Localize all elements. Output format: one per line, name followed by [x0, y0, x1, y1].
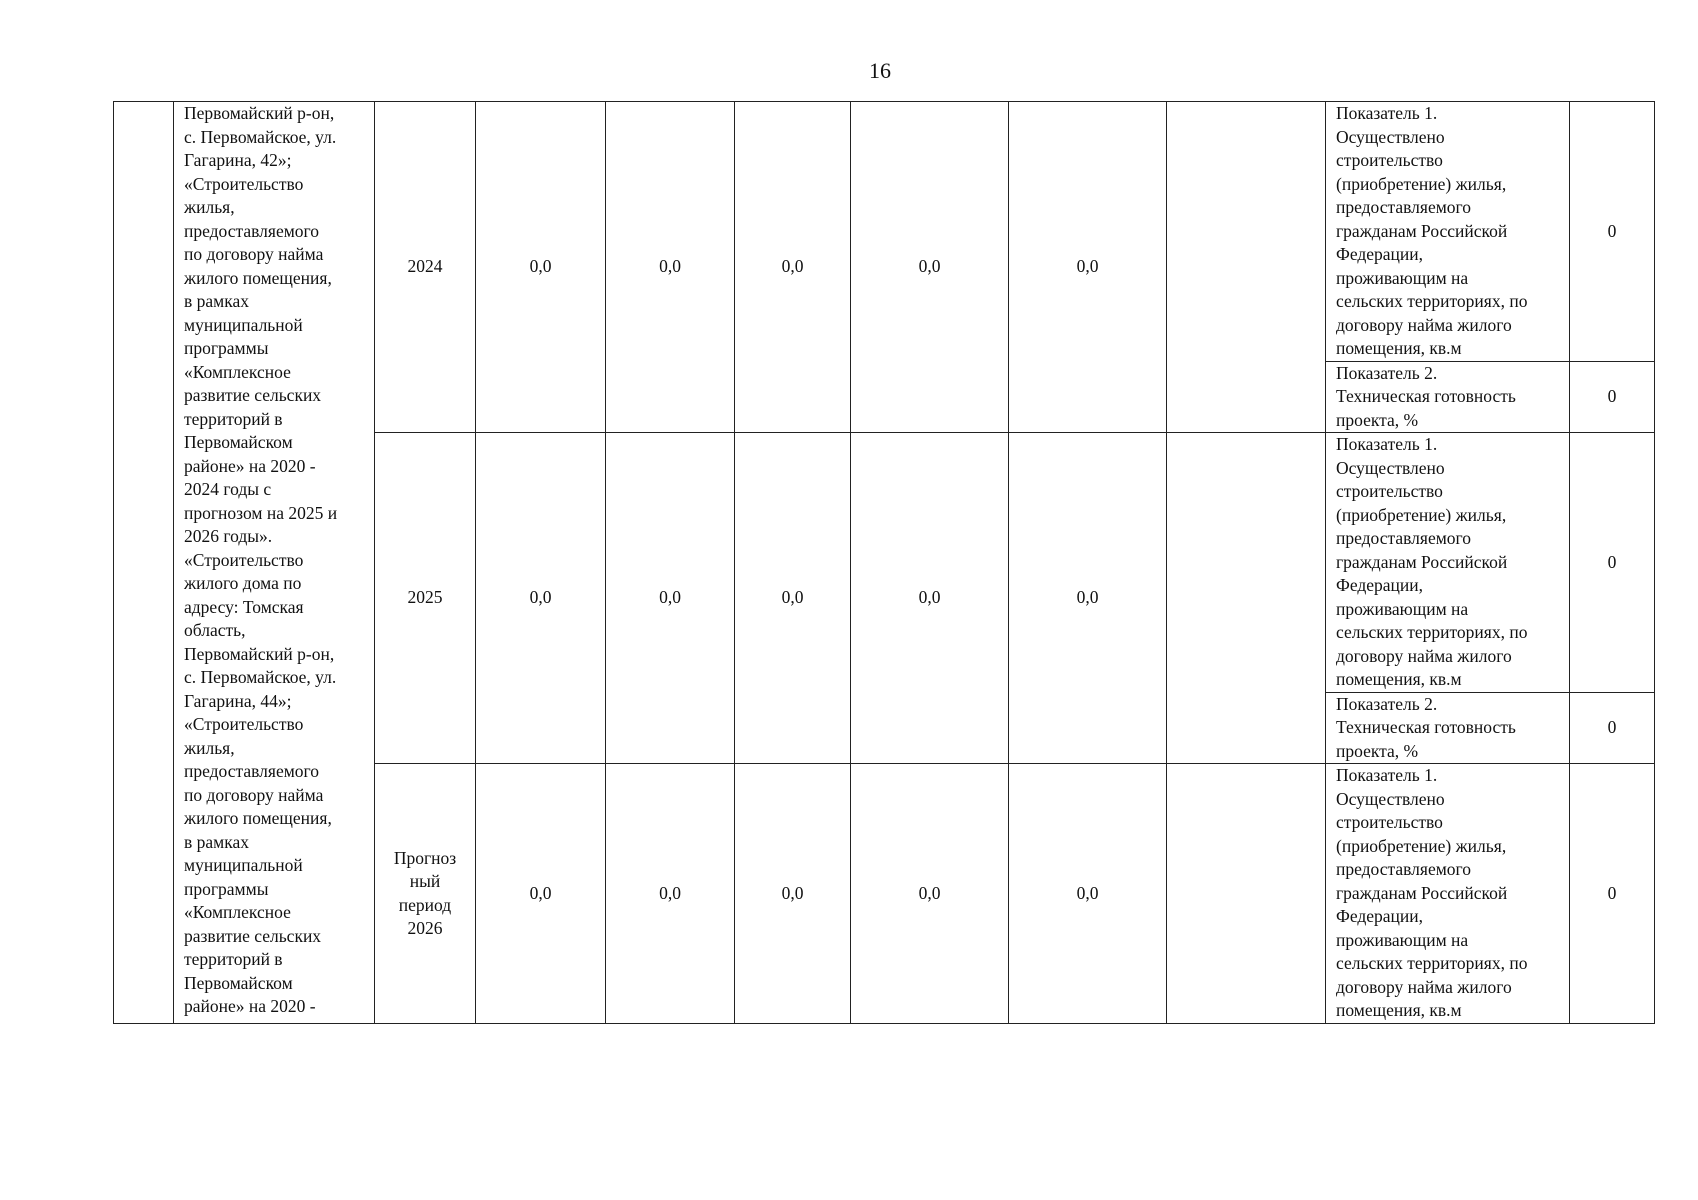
value-cell: 0,0 [606, 764, 735, 1024]
indicator-1-cell: Показатель 1. Осуществлено строительство (приобретение) жилья, предоставляемого гражданам Российской Федерации, проживающим на сельских территориях, по договору найма жилого помещения, кв.м [1326, 764, 1570, 1024]
value-cell: 0,0 [476, 102, 606, 433]
indicator-1-value: 0 [1570, 764, 1655, 1024]
year-cell: 2025 [375, 433, 476, 764]
value-cell: 0,0 [851, 102, 1009, 433]
table-row [114, 102, 1655, 362]
value-cell: 0,0 [606, 102, 735, 433]
value-cell: 0,0 [851, 764, 1009, 1024]
value-cell: 0,0 [476, 433, 606, 764]
year-cell: 2024 [375, 102, 476, 433]
empty-value-cell [1167, 102, 1326, 433]
indicator-2-value: 0 [1570, 692, 1655, 764]
value-cell: 0,0 [606, 433, 735, 764]
indicator-1-value: 0 [1570, 433, 1655, 693]
program-table [113, 101, 1655, 1024]
value-cell: 0,0 [735, 433, 851, 764]
value-cell: 0,0 [476, 764, 606, 1024]
value-cell: 0,0 [1009, 433, 1167, 764]
description-cell [174, 102, 375, 1024]
description-text: Первомайский р-он, с. Первомайское, ул. Гагарина, 42»; «Строительство жилья, предоставляемого по договору найма жилого помещения, в рамках муниципальной программы «Комплексное развитие сельских территорий в Первомайском районе» на 2020 - 2024 годы с прогнозом на 2025 и 2026 годы». «Строительство жилого дома по адресу: Томская область, Первомайский р-он, с. Первомайское, ул. Гагарина, 44»; «Строительство жилья, предоставляемого по договору найма жилого помещения, в рамках муниципальной программы «Комплексное развитие сельских территорий в Первомайском районе» на 2020 - [184, 103, 338, 1016]
indicator-1-value: 0 [1570, 102, 1655, 362]
indicator-1-cell: Показатель 1. Осуществлено строительство (приобретение) жилья, предоставляемого гражданам Российской Федерации, проживающим на сельских территориях, по договору найма жилого помещения, кв.м [1326, 102, 1570, 362]
indicator-2-cell: Показатель 2. Техническая готовность проекта, % [1326, 361, 1570, 433]
empty-value-cell [1167, 433, 1326, 764]
value-cell: 0,0 [1009, 102, 1167, 433]
indicator-2-value: 0 [1570, 361, 1655, 433]
indicator-1-cell: Показатель 1. Осуществлено строительство (приобретение) жилья, предоставляемого гражданам Российской Федерации, проживающим на сельских территориях, по договору найма жилого помещения, кв.м [1326, 433, 1570, 693]
value-cell: 0,0 [735, 102, 851, 433]
year-cell: Прогноз ный период 2026 [375, 764, 476, 1024]
empty-value-cell [1167, 764, 1326, 1024]
value-cell: 0,0 [735, 764, 851, 1024]
value-cell: 0,0 [851, 433, 1009, 764]
value-cell: 0,0 [1009, 764, 1167, 1024]
page-number: 16 [869, 58, 891, 83]
index-cell [114, 102, 174, 1024]
indicator-2-cell: Показатель 2. Техническая готовность проекта, % [1326, 692, 1570, 764]
